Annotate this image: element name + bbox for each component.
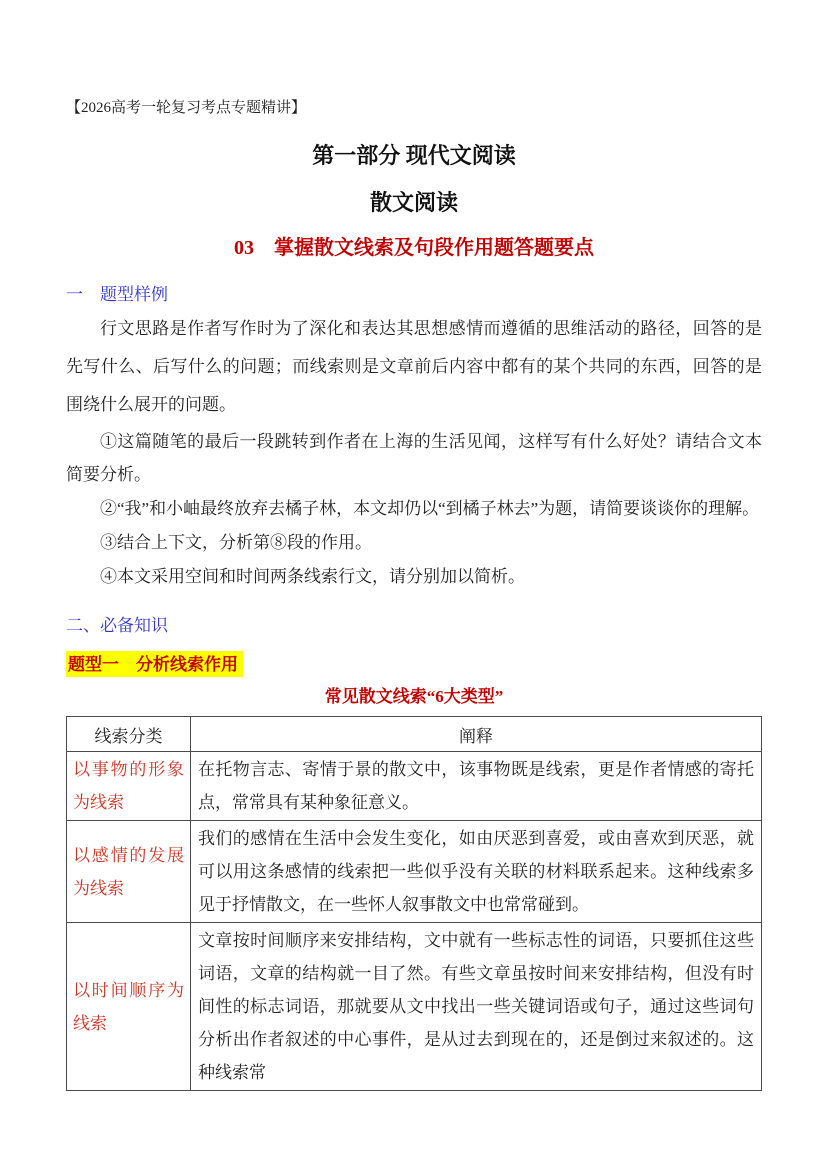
example-question-1: ①这篇随笔的最后一段跳转到作者在上海的生活见闻，这样写有什么好处？请结合文本简要分析。 xyxy=(66,432,762,484)
clue-types-table xyxy=(66,716,762,1091)
section-heading-samples: 一 题型样例 xyxy=(66,285,168,304)
series-tagline: 【2026高考一轮复习考点专题精讲】 xyxy=(66,100,307,116)
explanation-cell: 我们的感情在生活中会发生变化，如由厌恶到喜爱，或由喜欢到厌恶，就可以用这条感情的线索把一些似乎没有关联的材料联系起来。这种线索多见于抒情散文，在一些怀人叙事散文中也常常碰到。 xyxy=(191,821,762,923)
category-cell: 以时间顺序为线索 xyxy=(67,923,191,1091)
topic-label-row xyxy=(66,638,762,677)
category-cell: 以感情的发展为线索 xyxy=(67,821,191,923)
part-title: 第一部分 现代文阅读 xyxy=(312,143,516,168)
table-row xyxy=(67,821,762,923)
explanation-cell: 在托物言志、寄情于景的散文中，该事物既是线索，更是作者情感的寄托点，常常具有某种象征意义。 xyxy=(191,752,762,821)
example-question-3: ③结合上下文，分析第⑧段的作用。 xyxy=(100,533,372,552)
example-question-2: ②“我”和小岫最终放弃去橘子林，本文却仍以“到橘子林去”为题，请简要谈谈你的理解。 xyxy=(100,499,760,518)
table-row xyxy=(67,752,762,821)
column-header-explanation: 阐释 xyxy=(191,717,762,752)
column-header-category: 线索分类 xyxy=(67,717,191,752)
example-question-4: ④本文采用空间和时间两条线索行文，请分别加以简析。 xyxy=(100,567,525,586)
subject-title: 散文阅读 xyxy=(369,190,458,215)
category-cell: 以事物的形象为线索 xyxy=(67,752,191,821)
topic-label: 题型一 分析线索作用 xyxy=(66,651,243,677)
table-header-row xyxy=(67,717,762,752)
table-row xyxy=(67,923,762,1091)
lesson-title: 03 掌握散文线索及句段作用题答题要点 xyxy=(234,237,594,259)
table-title: 常见散文线索“6大类型” xyxy=(324,687,504,706)
explanation-cell: 文章按时间顺序来安排结构，文中就有一些标志性的词语，只要抓住这些词语，文章的结构就一目了然。有些文章虽按时间来安排结构，但没有时间性的标志词语，那就要从文中找出一些关键词语或句子，通过这些词句分析出作者叙述的中心事件，是从过去到现在的，还是倒过来叙述的。这种线索常 xyxy=(191,923,762,1091)
intro-paragraph: 行文思路是作者写作时为了深化和表达其思想感情而遵循的思维活动的路径，回答的是先写什么、后写什么的问题；而线索则是文章前后内容中都有的某个共同的东西，回答的是围绕什么展开的问题。 xyxy=(66,319,762,414)
section-heading-knowledge: 二、必备知识 xyxy=(66,616,168,635)
